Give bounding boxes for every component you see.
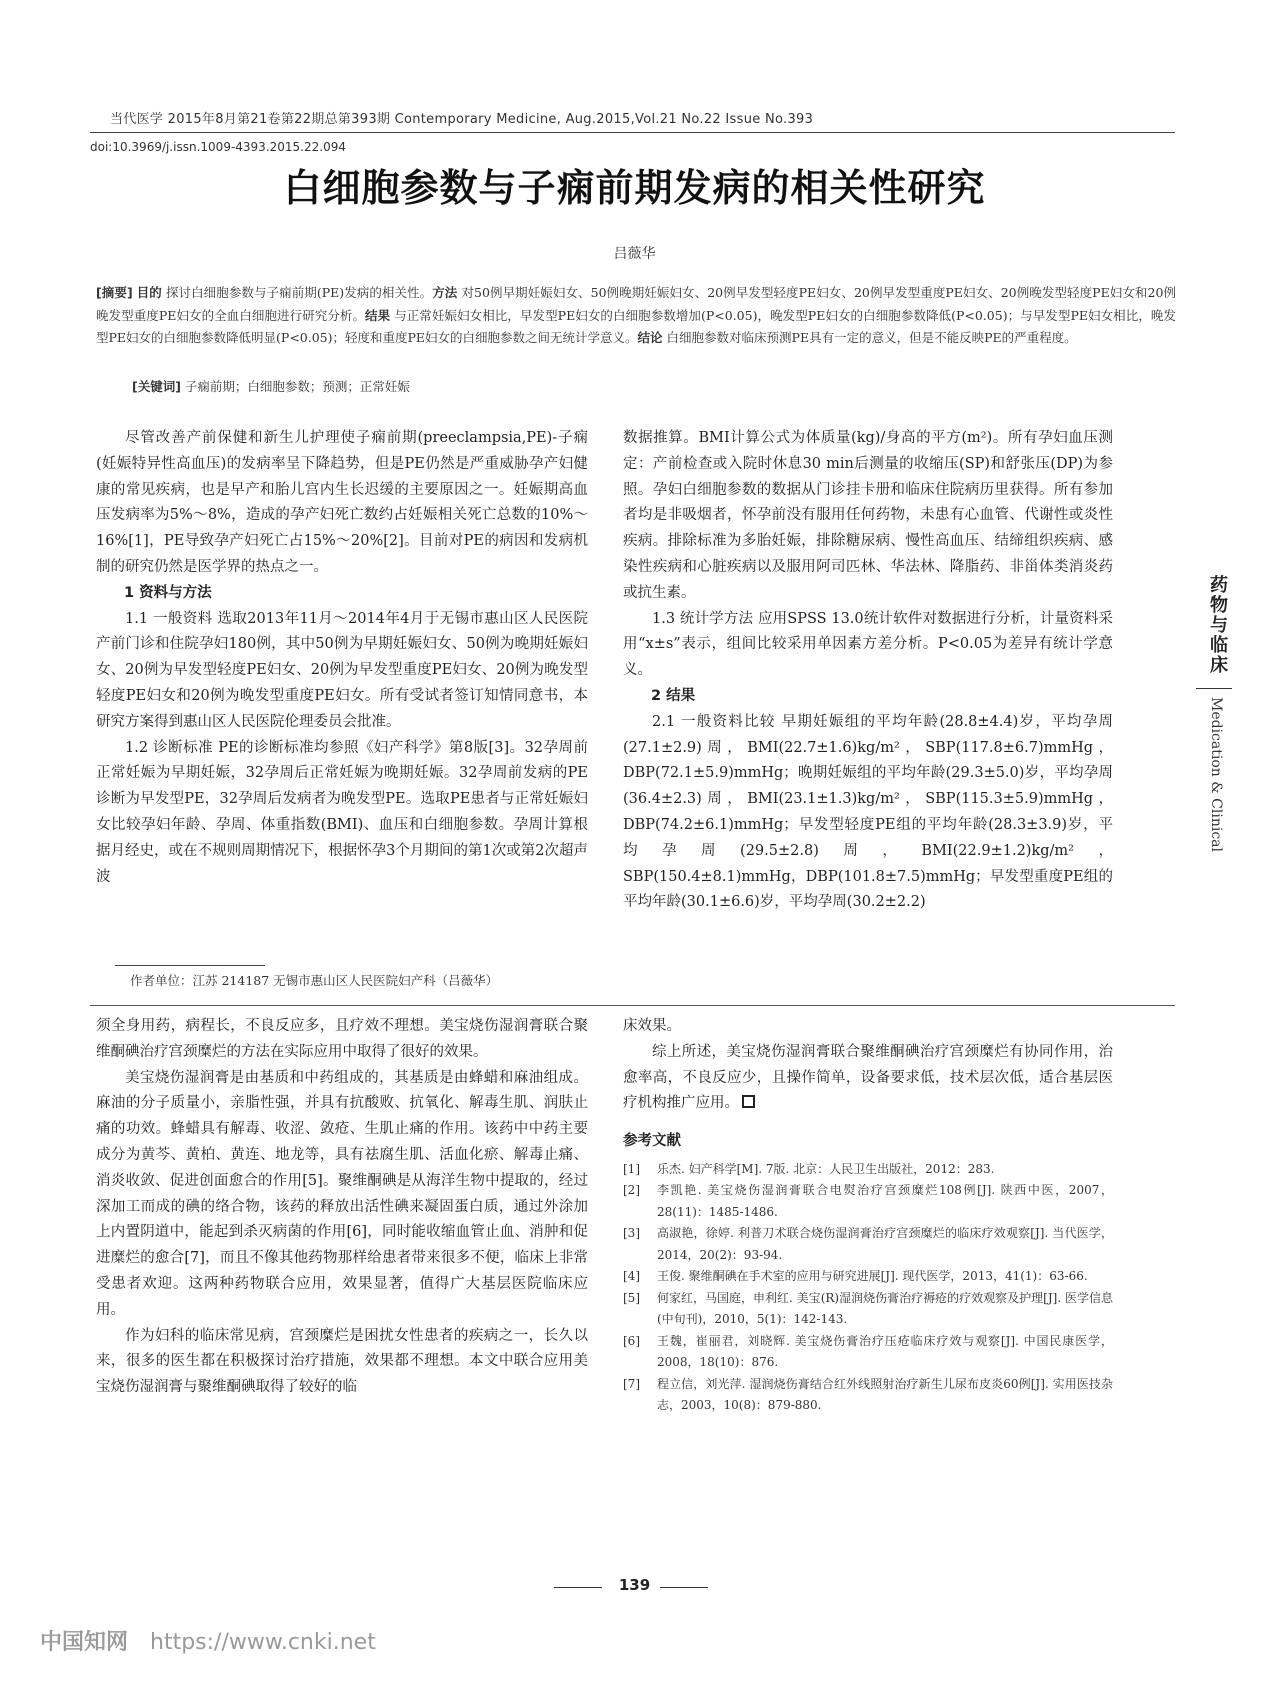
side-section-label: 药物与临床 <box>1207 575 1228 675</box>
reference-text: 李凯艳. 美宝烧伤湿润膏联合电熨治疗宫颈糜烂108例[J]. 陕西中医，2007，28(11)：1485-1486. <box>657 1183 1113 1219</box>
keywords <box>132 376 1172 398</box>
results-comparison-paragraph: 2.1 一般资料比较 早期妊娠组的平均年龄(28.8±4.4)岁，平均孕周(27.1±2.9)周，BMI(22.7±1.6)kg/m²，SBP(117.8±6.7)mmHg，DBP(72.1±5.9)mmHg；晚期妊娠组的平均年龄(29.3±5.0)岁，平均孕周(36.4±2.3)周，BMI(23.1±1.3)kg/m²，SBP(115.3±5.9)mmHg，DBP(74.2±6.1)mmHg；早发型轻度PE组的平均年龄(28.3±3.9)岁，平均孕周(29.5±2.8)周，BMI(22.9±1.2)kg/m²，SBP(150.4±8.1)mmHg，DBP(101.8±7.5)mmHg；早发型重度PE组的平均年龄(30.1±6.6)岁，平均孕周(30.2±2.2) <box>623 713 1113 911</box>
conclusion-paragraph <box>623 1040 1113 1117</box>
conclusion-label: 结论 <box>637 330 663 345</box>
end-mark-icon <box>742 1095 755 1108</box>
continued-text: 床效果。 <box>623 1018 681 1034</box>
lower-right-column <box>623 1014 1113 1417</box>
cnki-watermark <box>40 1625 376 1656</box>
reference-number: [6] <box>623 1333 640 1348</box>
reference-number: [1] <box>623 1161 640 1176</box>
reference-text: 王魏，崔丽君，刘晓辉. 美宝烧伤膏治疗压疮临床疗效与观察[J]. 中国民康医学，2008，18(10)：876. <box>657 1333 1113 1370</box>
side-divider <box>1196 688 1232 689</box>
references-list <box>623 1159 1113 1417</box>
reference-item <box>623 1331 1113 1374</box>
reference-text: 王俊. 聚维酮碘在手术室的应用与研究进展[J]. 现代医学，2013，41(1)：63-66. <box>657 1269 1088 1284</box>
section-heading-methods: 1 资料与方法 <box>124 584 212 601</box>
intro-paragraph: 尽管改善产前保健和新生儿护理使子痫前期(preeclampsia,PE)-子痫(妊娠特异性高血压)的发病率呈下降趋势，但是PE仍然是严重威胁孕产妇健康的常见疾病，也是早产和胎儿宫内生长迟缓的主要原因之一。妊娠期高血压发病率为5%～8%，造成的孕产妇死亡数约占妊娠相关死亡总数的10%～16%[1]，PE导致孕产妇死亡占15%～20%[2]。目前对PE的病因和发病机制的研究仍然是医学界的热点之一。 <box>96 430 588 575</box>
cnki-brand: 中国知网 <box>40 1630 129 1655</box>
upper-right-column <box>623 426 1113 916</box>
reference-number: [7] <box>623 1376 640 1391</box>
page-number: 139 <box>618 1576 651 1594</box>
reference-text: 何家红，马国庭，申利红. 美宝(R)湿润烧伤膏治疗褥疮的疗效观察及护理[J]. 医学信息(中旬刊)，2010，5(1)：142-143. <box>657 1290 1113 1327</box>
reference-text: 乐杰. 妇产科学[M]. 7版. 北京：人民卫生出版社，2012：283. <box>657 1161 995 1176</box>
discussion-paragraph: 作为妇科的临床常见病，宫颈糜烂是困扰女性患者的疾病之一，长久以来，很多的医生都在积极探讨治疗措施，效果都不理想。本文中联合应用美宝烧伤湿润膏与聚维酮碘取得了较好的临 <box>96 1327 588 1396</box>
conclusion-text: 白细胞参数对临床预测PE具有一定的意义，但是不能反映PE的严重程度。 <box>666 330 1077 345</box>
statistics-paragraph: 1.3 统计学方法 应用SPSS 13.0统计软件对数据进行分析，计量资料采用“x±s”表示，组间比较采用单因素方差分析。P<0.05为差异有统计学意义。 <box>623 610 1113 679</box>
drug-mechanism-paragraph: 美宝烧伤湿润膏是由基质和中药组成的，其基质是由蜂蜡和麻油组成。麻油的分子质量小，亲脂性强，并具有抗酸败、抗氧化、解毒生肌、润肤止痛的功效。蜂蜡具有解毒、收涩、敛疮、生肌止痛的作用。该药中中药主要成分为黄芩、黄柏、黄连、地龙等，具有祛腐生肌、活血化瘀、解毒止痛、消炎收敛、促进创面愈合的作用[5]。聚维酮碘是从海洋生物中提取的，经过深加工而成的碘的络合物，该药的释放出活性碘来凝固蛋白质，通过外涂加上内置阴道中，能起到杀灭病菌的作用[6]，同时能收缩血管止血、消肿和促进糜烂的愈合[7]，而且不像其他药物那样给患者带来很多不便，临床上非常受患者欢迎。这两种药物联合应用，效果显著，值得广大基层医院临床应用。 <box>96 1069 588 1318</box>
doi: doi:10.3969/j.issn.1009-4393.2015.22.094 <box>90 140 346 154</box>
continued-paragraph: 须全身用药，病程长，不良反应多，且疗效不理想。美宝烧伤湿润膏联合聚维酮碘治疗宫颈糜烂的方法在实际应用中取得了很好的效果。 <box>96 1018 588 1060</box>
methods-text: 对50例早期妊娠妇女、50例晚期妊娠妇女、20例早发型轻度PE妇女、20例早发型重度PE妇女、20例晚发型轻度PE妇女和20例晚发型重度PE妇女的全血白细胞进行研究分析。 <box>96 285 1176 323</box>
reference-item <box>623 1374 1113 1417</box>
journal-header: 当代医学 2015年8月第21卷第22期总第393期 Contemporary Medicine, Aug.2015,Vol.21 No.22 Issue No.393 <box>110 112 814 127</box>
reference-item <box>623 1266 1113 1288</box>
general-data-paragraph: 1.1 一般资料 选取2013年11月～2014年4月于无锡市惠山区人民医院产前门诊和住院孕妇180例，其中50例为早期妊娠妇女、50例为晚期妊娠妇女、20例为早发型轻度PE妇女、20例为早发型重度PE妇女、20例为晚发型轻度PE妇女和20例为晚发型重度PE妇女。所有受试者签订知情同意书，本研究方案得到惠山区人民医院伦理委员会批准。 <box>96 610 588 730</box>
reference-item <box>623 1288 1113 1331</box>
reference-number: [2] <box>623 1183 640 1198</box>
reference-text: 程立信，刘光萍. 湿润烧伤膏结合红外线照射治疗新生儿尿布皮炎60例[J]. 实用医技杂志，2003，10(8)：879-880. <box>657 1376 1113 1413</box>
reference-item <box>623 1180 1113 1223</box>
conclusion-paragraph-text: 综上所述，美宝烧伤湿润膏联合聚维酮碘治疗宫颈糜烂有协同作用，治愈率高，不良反应少，且操作简单，设备要求低，技术层次低，适合基层医疗机构推广应用。 <box>623 1043 1113 1112</box>
page-number-rule-right <box>660 1587 708 1588</box>
lower-left-column <box>96 1014 588 1401</box>
methods-label: 方法 <box>432 285 458 300</box>
keywords-text: 子痫前期；白细胞参数；预测；正常妊娠 <box>184 379 410 394</box>
reference-number: [4] <box>623 1269 640 1284</box>
abstract <box>96 282 1176 350</box>
references-heading: 参考文献 <box>623 1133 681 1150</box>
footnote-divider <box>115 965 265 966</box>
reference-number: [3] <box>623 1226 640 1241</box>
reference-number: [5] <box>623 1290 640 1305</box>
side-section-label-en: Medication & Clinical <box>1208 697 1224 852</box>
objective-label: 目的 <box>136 285 162 300</box>
header-divider <box>90 132 1175 133</box>
reference-item <box>623 1159 1113 1181</box>
upper-left-column <box>96 426 588 890</box>
article-separator <box>90 1005 1175 1006</box>
keywords-label: [关键词] <box>132 379 181 394</box>
results-label: 结果 <box>365 307 391 323</box>
objective-text: 探讨白细胞参数与子痫前期(PE)发病的相关性。 <box>165 285 433 300</box>
article-title: 白细胞参数与子痫前期发病的相关性研究 <box>283 166 986 210</box>
reference-text: 高淑艳，徐婷. 利普刀术联合烧伤湿润膏治疗宫颈糜烂的临床疗效观察[J]. 当代医学，2014，20(2)：93-94. <box>657 1226 1113 1262</box>
section-heading-results: 2 结果 <box>651 687 696 704</box>
author: 吕薇华 <box>613 246 656 262</box>
results-text: 与正常妊娠妇女相比，早发型PE妇女的白细胞参数增加(P<0.05)，晚发型PE妇女的白细胞参数降低(P<0.05)；与早发型PE妇女相比，晚发型PE妇女的白细胞参数降低明显(P<0.05)；轻度和重度PE妇女的白细胞参数之间无统计学意义。 <box>96 307 1176 345</box>
diagnostic-criteria-paragraph: 1.2 诊断标准 PE的诊断标准均参照《妇产科学》第8版[3]。32孕周前正常妊娠为早期妊娠，32孕周后正常妊娠为晚期妊娠。32孕周前发病的PE诊断为早发型PE，32孕周后发病者为晚发型PE。选取PE患者与正常妊娠妇女比较孕妇年龄、孕周、体重指数(BMI)、血压和白细胞参数。孕周计算根据月经史，或在不规则周期情况下，根据怀孕3个月期间的第1次或第2次超声波 <box>96 739 588 885</box>
reference-item <box>623 1223 1113 1266</box>
author-affiliation: 作者单位：江苏 214187 无锡市惠山区人民医院妇产科（吕薇华） <box>130 973 499 988</box>
data-calc-paragraph: 数据推算。BMI计算公式为体质量(kg)/身高的平方(m²)。所有孕妇血压测定：产前检查或入院时休息30 min后测量的收缩压(SP)和舒张压(DP)为参照。孕妇白细胞参数的数据从门诊挂卡册和临床住院病历里获得。所有参加者均是非吸烟者，怀孕前没有服用任何药物，未患有心血管、代谢性或炎性疾病。排除标准为多胎妊娠，排除糖尿病、慢性高血压、结缔组织疾病、感染性疾病和心脏疾病以及服用阿司匹林、华法林、降脂药、非甾体类消炎药或抗生素。 <box>623 430 1113 601</box>
abstract-label: [摘要] <box>96 285 133 300</box>
cnki-url[interactable]: https://www.cnki.net <box>150 1630 376 1655</box>
